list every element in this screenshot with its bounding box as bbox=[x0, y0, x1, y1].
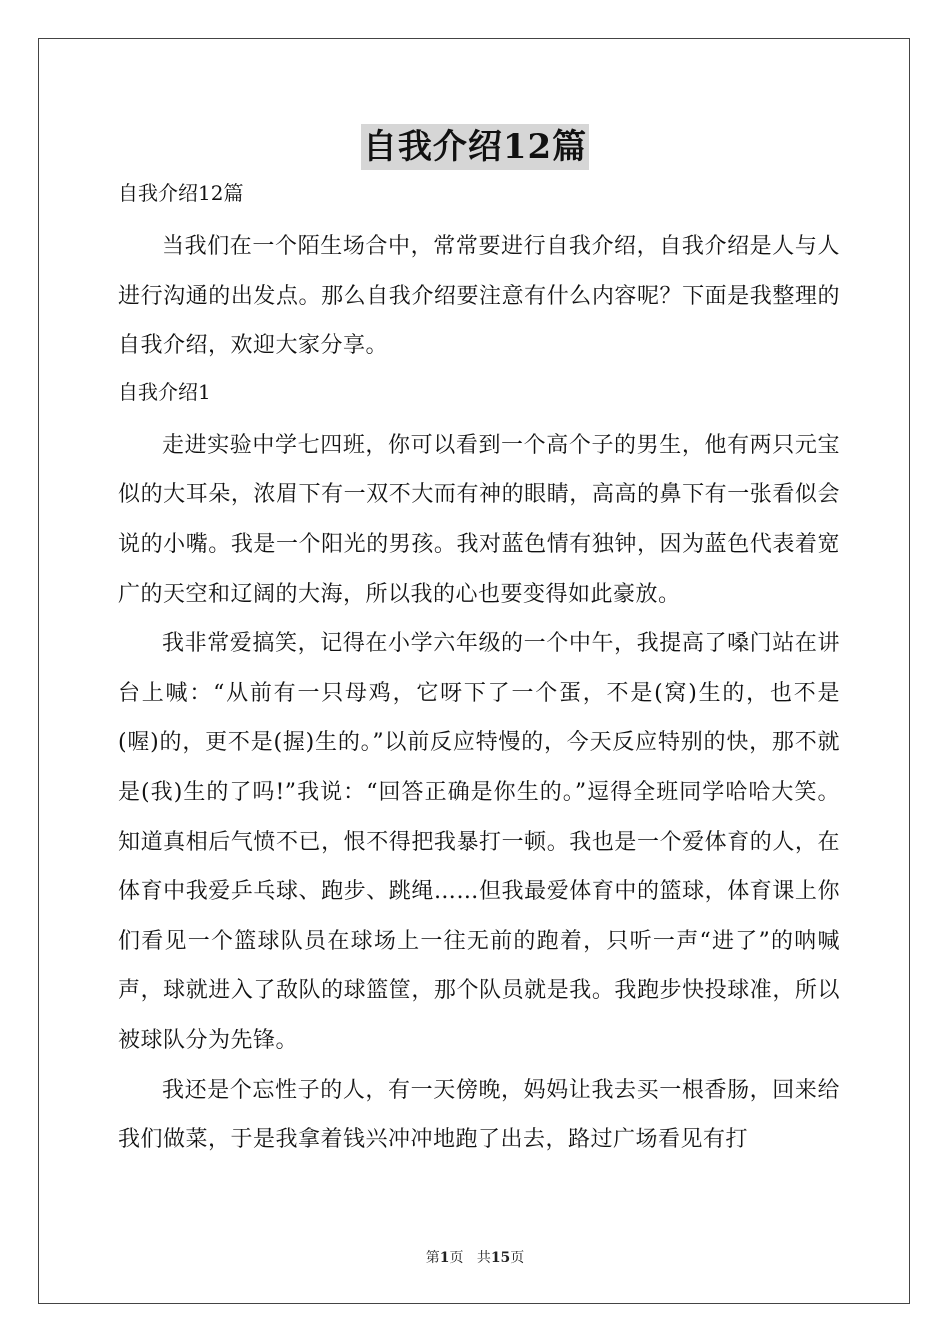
document-body bbox=[118, 178, 840, 1165]
subheading-top: 自我介绍12篇 bbox=[118, 181, 244, 205]
footer-total-pages: 15 bbox=[490, 1250, 511, 1266]
page-footer bbox=[0, 1248, 950, 1268]
footer-prefix: 第 bbox=[425, 1250, 440, 1266]
footer-page-suffix: 页 bbox=[449, 1250, 464, 1266]
document-title: 自我介绍12篇 bbox=[361, 124, 589, 170]
body-paragraph-1: 走进实验中学七四班，你可以看到一个高个子的男生，他有两只元宝似的大耳朵，浓眉下有一双不大而有神的眼睛，高高的鼻下有一张看似会说的小嘴。我是一个阳光的男孩。我对蓝色情有独钟，因为蓝色代表着宽广的天空和辽阔的大海，所以我的心也要变得如此豪放。 bbox=[118, 432, 840, 607]
title-container bbox=[0, 124, 950, 170]
footer-total-suffix: 页 bbox=[510, 1250, 525, 1266]
footer-total-prefix: 共 bbox=[476, 1250, 491, 1266]
body-paragraph-2: 我非常爱搞笑，记得在小学六年级的一个中午，我提高了嗓门站在讲台上喊：“从前有一只母鸡，它呀下了一个蛋，不是(窝)生的，也不是(喔)的，更不是(握)生的。”以前反应特慢的，今天反应特别的快，那不就是(我)生的了吗!”我说：“回答正确是你生的。”逗得全班同学哈哈大笑。知道真相后气愤不已，恨不得把我暴打一顿。我也是一个爱体育的人，在体育中我爱乒乓球、跑步、跳绳……但我最爱体育中的篮球，体育课上你们看见一个篮球队员在球场上一往无前的跑着，只听一声“进了”的呐喊声，球就进入了敌队的球篮筐，那个队员就是我。我跑步快投球准，所以被球队分为先锋。 bbox=[118, 631, 840, 1053]
section-1-heading: 自我介绍1 bbox=[118, 379, 211, 404]
footer-page-number: 1 bbox=[439, 1250, 450, 1266]
body-paragraph-3: 我还是个忘性子的人，有一天傍晚，妈妈让我去买一根香肠，回来给我们做菜，于是我拿着钱兴冲冲地跑了出去，路过广场看见有打 bbox=[118, 1077, 840, 1153]
intro-paragraph: 当我们在一个陌生场合中，常常要进行自我介绍，自我介绍是人与人进行沟通的出发点。那么自我介绍要注意有什么内容呢？下面是我整理的自我介绍，欢迎大家分享。 bbox=[118, 234, 840, 359]
